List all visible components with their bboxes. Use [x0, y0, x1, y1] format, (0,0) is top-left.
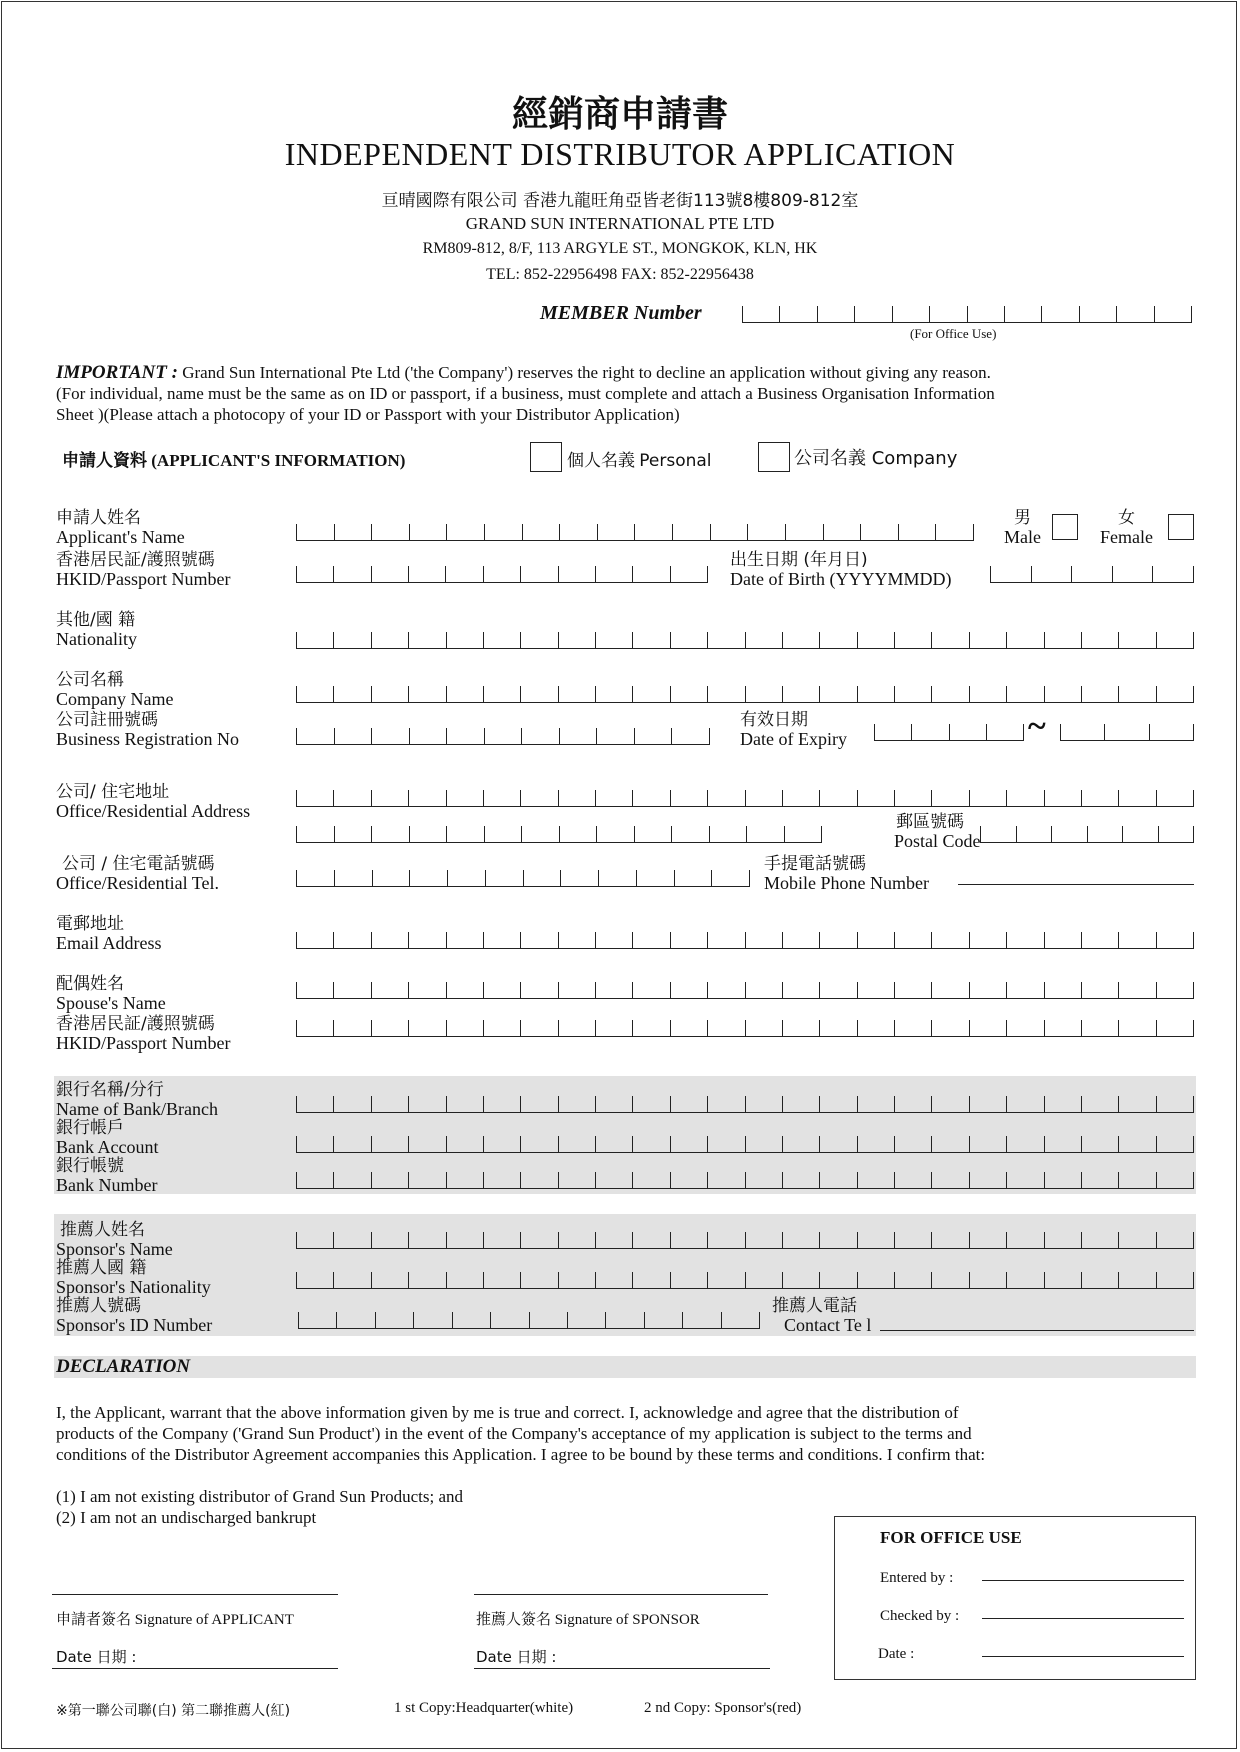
- sponsor-tel-label: 推薦人電話 Contact Te l: [772, 1296, 872, 1335]
- dob-field[interactable]: [990, 560, 1194, 583]
- bank-account-field[interactable]: [296, 1130, 1194, 1153]
- office-use-note: (For Office Use): [910, 326, 997, 341]
- hkid-label: 香港居民証/護照號碼 HKID/Passport Number: [56, 550, 231, 589]
- female-label: 女 Female: [1100, 508, 1153, 547]
- office-use-heading: FOR OFFICE USE: [880, 1528, 1022, 1547]
- company-label: 公司名義 Company: [794, 448, 958, 469]
- personal-checkbox[interactable]: [530, 442, 562, 472]
- copy2-note: 2 nd Copy: Sponsor's(red): [644, 1700, 802, 1716]
- member-number-field[interactable]: [742, 300, 1192, 323]
- sponsor-date-label: Date 日期 :: [476, 1648, 557, 1666]
- company-address-en: RM809-812, 8/F, 113 ARGYLE ST., MONGKOK, KLN, HK: [422, 240, 818, 257]
- nationality-label: 其他/國 籍 Nationality: [56, 610, 137, 649]
- applicant-info-heading: 申請人資料 (APPLICANT'S INFORMATION): [62, 451, 406, 470]
- address-label: 公司/ 住宅地址 Office/Residential Address: [56, 782, 251, 821]
- bank-name-field[interactable]: [296, 1090, 1194, 1113]
- mobile-field[interactable]: [958, 884, 1194, 885]
- female-checkbox[interactable]: [1168, 514, 1194, 540]
- spouse-id-label: 香港居民証/護照號碼 HKID/Passport Number: [56, 1014, 231, 1053]
- sponsor-tel-field[interactable]: [880, 1330, 1194, 1331]
- expiry-to-field[interactable]: [1060, 718, 1194, 741]
- business-reg-field[interactable]: [296, 722, 710, 745]
- sponsor-name-field[interactable]: [296, 1226, 1194, 1249]
- applicant-name-field[interactable]: [296, 518, 974, 541]
- tel-field[interactable]: [296, 864, 750, 887]
- company-checkbox[interactable]: [758, 442, 790, 472]
- important-notice: [56, 362, 1196, 425]
- declaration-heading-bg: [54, 1356, 1196, 1378]
- sponsor-date-field[interactable]: [474, 1668, 770, 1669]
- declaration-text: I, the Applicant, warrant that the above information given by me is true and correct. I, acknowledge and agree that the distribution of products of the Company ('Grand Sun Product') in the event of the Company's acceptance of my application is subject to the terms and conditions of the Distributor Agreement accompanies this Application. I agree to be bound by these terms and conditions. I confirm that:: [56, 1403, 986, 1464]
- company-name-label: 公司名稱 Company Name: [56, 670, 174, 709]
- expiry-from-field[interactable]: [874, 718, 1024, 741]
- sponsor-signature-label: 推薦人簽名 Signature of SPONSOR: [476, 1610, 700, 1628]
- copy1-note: 1 st Copy:Headquarter(white): [394, 1700, 574, 1716]
- company-name-field[interactable]: [296, 680, 1194, 703]
- hkid-field[interactable]: [296, 560, 708, 583]
- sponsor-id-label: 推薦人號碼 Sponsor's ID Number: [56, 1296, 213, 1335]
- title-zh: 經銷商申請書: [511, 94, 728, 135]
- range-tilde: ~: [1028, 708, 1046, 745]
- important-heading: IMPORTANT :: [56, 362, 178, 383]
- spouse-id-field[interactable]: [296, 1014, 1194, 1037]
- checked-by-field[interactable]: [982, 1618, 1184, 1619]
- sponsor-name-label: 推薦人姓名 Sponsor's Name: [56, 1220, 173, 1259]
- postal-code-field[interactable]: [980, 820, 1194, 843]
- bank-account-label: 銀行帳戶 Bank Account: [56, 1118, 159, 1157]
- checked-by-label: Checked by :: [880, 1608, 960, 1624]
- company-name-en: GRAND SUN INTERNATIONAL PTE LTD: [465, 214, 775, 233]
- member-number-label: MEMBER Number: [540, 302, 702, 324]
- spouse-name-label: 配偶姓名 Spouse's Name: [56, 974, 166, 1013]
- bank-number-field[interactable]: [296, 1166, 1194, 1189]
- expiry-label: 有效日期 Date of Expiry: [740, 710, 847, 749]
- bank-number-label: 銀行帳號 Bank Number: [56, 1156, 158, 1195]
- male-checkbox[interactable]: [1052, 514, 1078, 540]
- entered-by-label: Entered by :: [880, 1570, 954, 1586]
- tel-label: 公司 / 住宅電話號碼 Office/Residential Tel.: [56, 854, 220, 893]
- company-contact: TEL: 852-22956498 FAX: 852-22956438: [486, 266, 754, 283]
- title-en: INDEPENDENT DISTRIBUTOR APPLICATION: [284, 136, 956, 172]
- dob-label: 出生日期 (年月日) Date of Birth (YYYYMMDD): [730, 550, 952, 589]
- business-reg-label: 公司註冊號碼 Business Registration No: [56, 710, 239, 749]
- applicant-date-field[interactable]: [52, 1668, 338, 1669]
- company-address-zh: 亘晴國際有限公司 香港九龍旺角亞皆老街113號8樓809-812室: [381, 191, 859, 211]
- important-line3: Sheet )(Please attach a photocopy of your ID or Passport with your Distributor Application): [56, 405, 680, 424]
- office-date-field[interactable]: [982, 1656, 1184, 1657]
- applicant-name-label: 申請人姓名 Applicant's Name: [56, 508, 185, 547]
- nationality-field[interactable]: [296, 626, 1194, 649]
- applicant-date-label: Date 日期 :: [56, 1648, 137, 1666]
- mobile-label: 手提電話號碼 Mobile Phone Number: [764, 854, 929, 893]
- address-field-line1[interactable]: [296, 784, 1194, 807]
- sponsor-nationality-label: 推薦人國 籍 Sponsor's Nationality: [56, 1258, 211, 1297]
- declaration-conditions: (1) I am not existing distributor of Grand Sun Products; and (2) I am not an undischarged bankrupt: [56, 1487, 464, 1527]
- important-line1: Grand Sun International Pte Ltd ('the Company') reserves the right to decline an application without giving any reason.: [177, 363, 991, 382]
- office-date-label: Date :: [878, 1646, 915, 1662]
- personal-label: 個人名義 Personal: [567, 451, 712, 471]
- declaration-heading: DECLARATION: [56, 1356, 191, 1377]
- sponsor-signature-line[interactable]: [474, 1594, 768, 1595]
- entered-by-field[interactable]: [982, 1580, 1184, 1581]
- sponsor-id-field[interactable]: [298, 1306, 760, 1329]
- spouse-name-field[interactable]: [296, 976, 1194, 999]
- applicant-signature-label: 申請者簽名 Signature of APPLICANT: [56, 1610, 294, 1628]
- important-line2: (For individual, name must be the same as on ID or passport, if a business, must complete and attach a Business Organisation Information: [56, 384, 995, 403]
- postal-code-label: 郵區號碼 Postal Code: [894, 812, 981, 851]
- sponsor-nationality-field[interactable]: [296, 1266, 1194, 1289]
- applicant-signature-line[interactable]: [52, 1594, 338, 1595]
- male-label: 男 Male: [1004, 508, 1041, 547]
- copies-note-zh: ※第一聯公司聯(白) 第二聯推薦人(紅): [56, 1703, 291, 1719]
- email-label: 電郵地址 Email Address: [56, 914, 162, 953]
- address-field-line2[interactable]: [296, 820, 822, 843]
- email-field[interactable]: [296, 926, 1194, 949]
- bank-name-label: 銀行名稱/分行 Name of Bank/Branch: [56, 1080, 218, 1119]
